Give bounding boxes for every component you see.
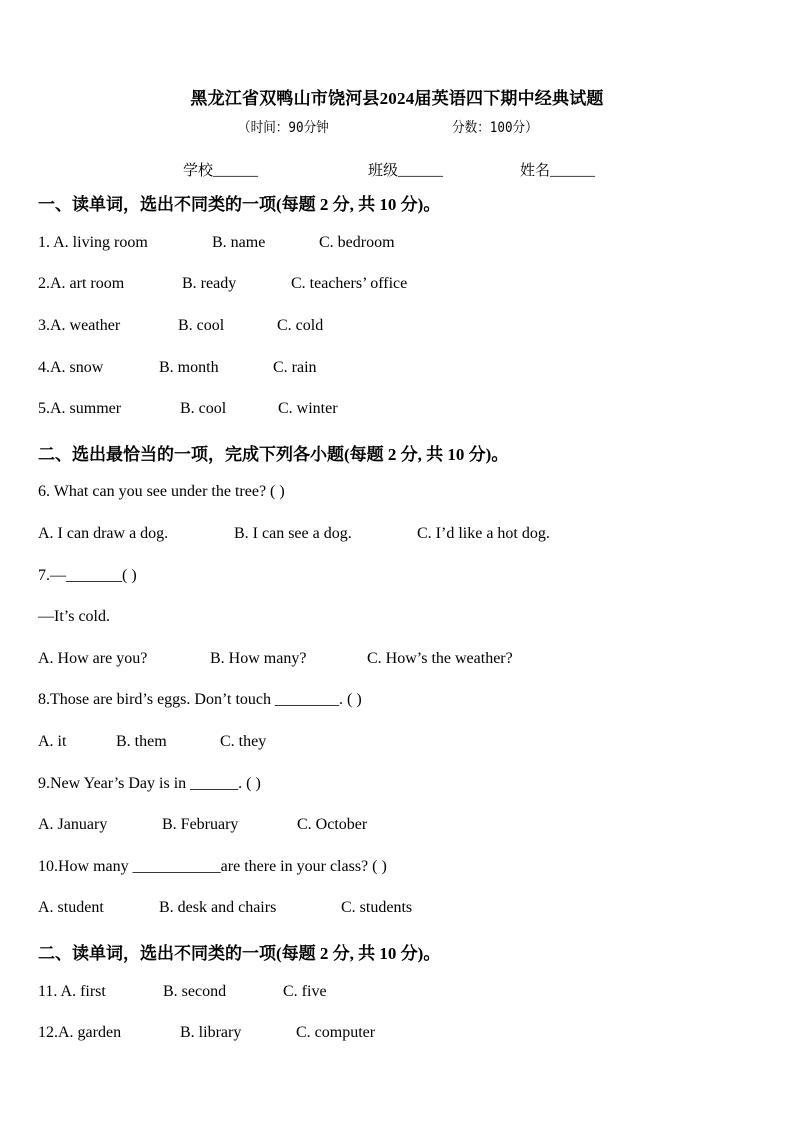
question-12-c: C. computer [296, 1024, 376, 1041]
question-12-b: B. library [180, 1024, 242, 1041]
question-6-stem: 6. What can you see under the tree? ( ) [38, 483, 285, 500]
question-2-a: 2.A. art room [38, 275, 125, 292]
question-3-a: 3.A. weather [38, 317, 121, 334]
question-11-b: B. second [163, 983, 227, 1000]
question-9-a: A. January [38, 816, 108, 833]
question-6-a: A. I can draw a dog. [38, 525, 169, 542]
question-2-b: B. ready [182, 275, 237, 292]
class-field: 班级______ [368, 163, 444, 179]
question-7-b: B. How many? [210, 650, 307, 667]
question-4-c: C. rain [273, 359, 317, 376]
section-heading: 二、选出最恰当的一项，完成下列各小题(每题 2 分, 共 10 分)。 [38, 445, 509, 464]
name-field: 姓名______ [520, 163, 596, 179]
question-9-b: B. February [162, 816, 239, 833]
question-5-c: C. winter [278, 400, 338, 417]
question-4-b: B. month [159, 359, 219, 376]
question-1-b: B. name [212, 234, 266, 251]
question-5-b: B. cool [180, 400, 227, 417]
section-heading: 二、读单词，选出不同类的一项(每题 2 分, 共 10 分)。 [38, 944, 441, 963]
question-1-c: C. bedroom [319, 234, 395, 251]
question-10-c: C. students [341, 899, 413, 916]
question-9-stem: 9.New Year’s Day is in ______. ( ) [38, 775, 261, 792]
question-7-a: A. How are you? [38, 650, 148, 667]
exam-time: （时间：90分钟 [238, 120, 329, 136]
question-7-reply: —It’s cold. [38, 608, 110, 625]
question-3-c: C. cold [277, 317, 324, 334]
question-5-a: 5.A. summer [38, 400, 122, 417]
question-8-c: C. they [220, 733, 267, 750]
question-7-stem: 7.—_______( ) [38, 567, 137, 584]
exam-title: 黑龙江省双鸭山市饶河县2024届英语四下期中经典试题 [190, 89, 604, 108]
question-9-c: C. October [297, 816, 368, 833]
question-12-a: 12.A. garden [38, 1024, 122, 1041]
question-2-c: C. teachers’ office [291, 275, 408, 292]
question-4-a: 4.A. snow [38, 359, 104, 376]
question-1-a: 1. A. living room [38, 234, 148, 251]
question-10-a: A. student [38, 899, 104, 916]
school-field: 学校______ [183, 163, 259, 179]
question-6-b: B. I can see a dog. [234, 525, 352, 542]
question-3-b: B. cool [178, 317, 225, 334]
exam-score: 分数：100分） [452, 120, 538, 136]
question-10-b: B. desk and chairs [159, 899, 277, 916]
question-11-c: C. five [283, 983, 327, 1000]
question-8-a: A. it [38, 733, 67, 750]
question-8-stem: 8.Those are bird’s eggs. Don’t touch ________. ( ) [38, 691, 362, 708]
question-6-c: C. I’d like a hot dog. [417, 525, 550, 542]
question-10-stem: 10.How many ___________are there in your class? ( ) [38, 858, 387, 875]
question-7-c: C. How’s the weather? [367, 650, 513, 667]
section-heading: 一、读单词，选出不同类的一项(每题 2 分, 共 10 分)。 [38, 195, 441, 214]
question-11-a: 11. A. first [38, 983, 106, 1000]
question-8-b: B. them [116, 733, 167, 750]
